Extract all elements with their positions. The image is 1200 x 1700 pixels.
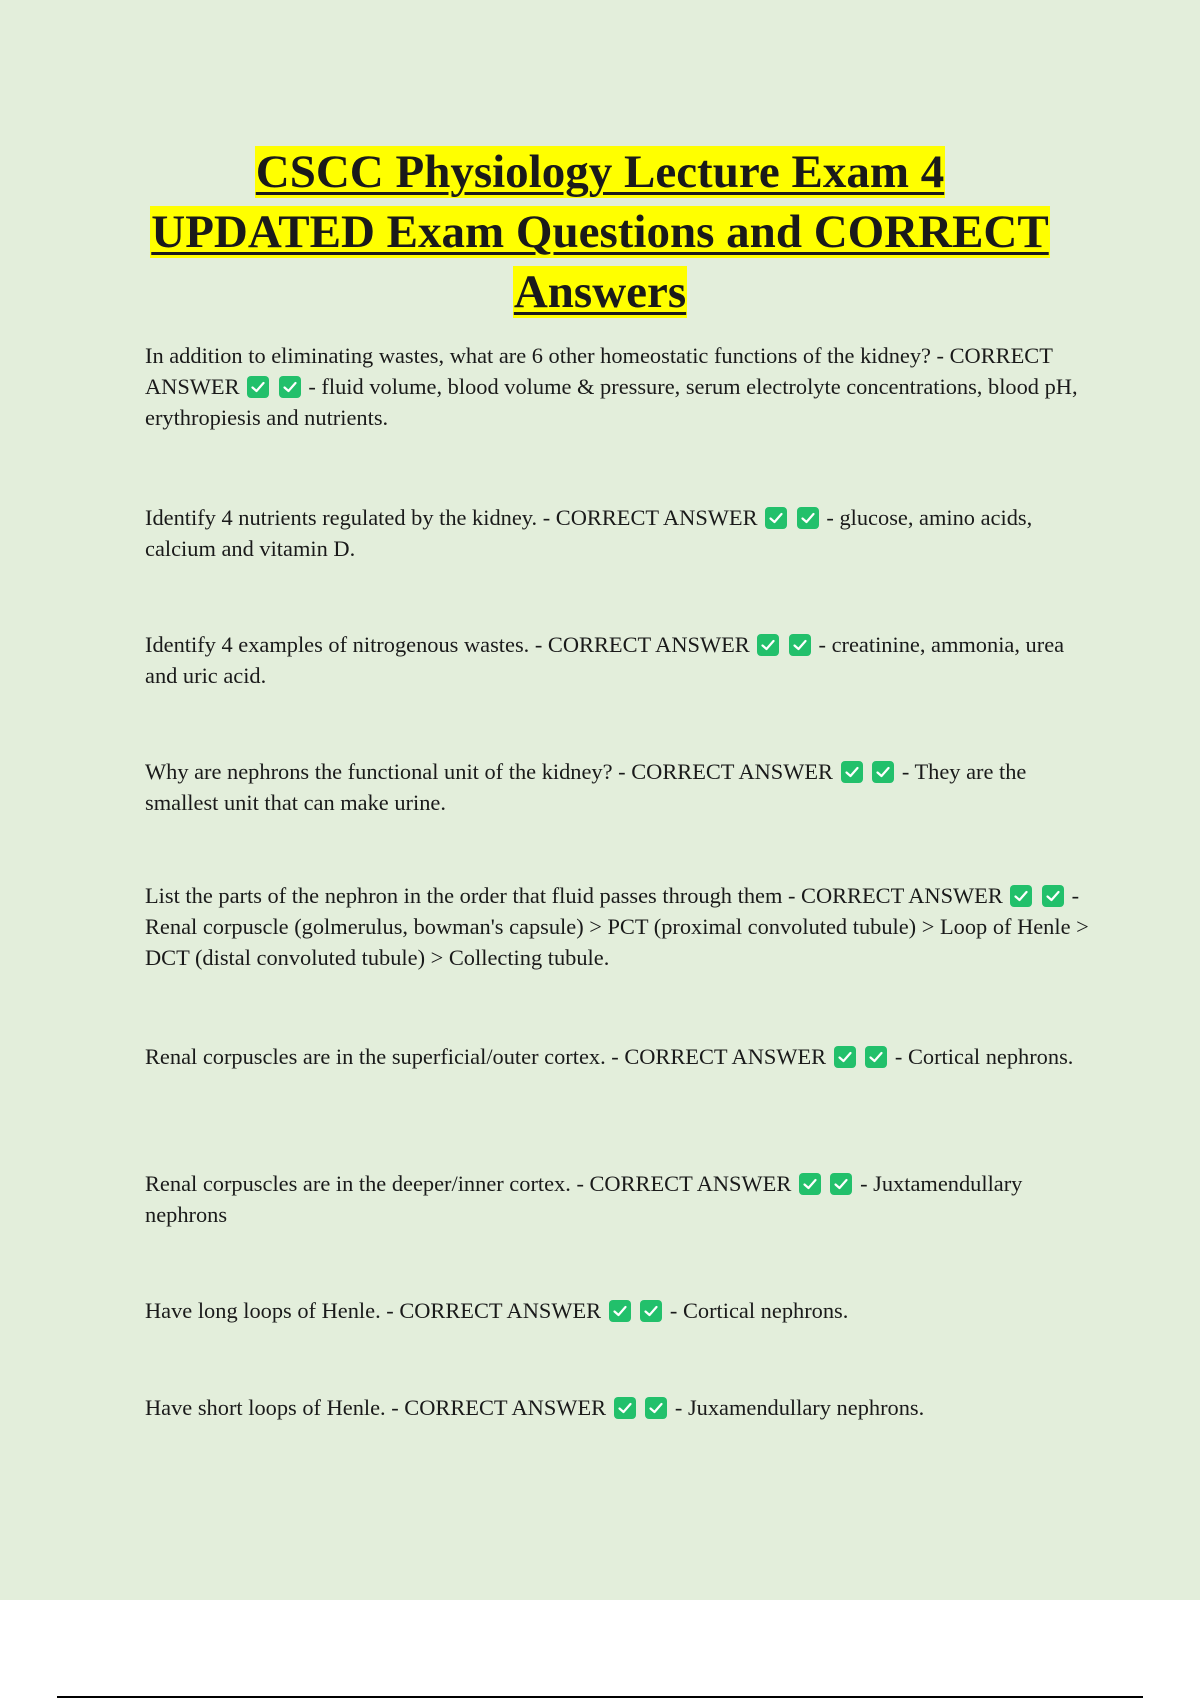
check-box-icon — [841, 761, 863, 783]
check-box-icon — [1042, 885, 1064, 907]
qa-item — [145, 502, 1095, 564]
title-line: Answers — [513, 266, 687, 318]
question-text: Have long loops of Henle. - CORRECT ANSWER — [145, 1298, 602, 1323]
title-line: UPDATED Exam Questions and CORRECT — [151, 206, 1049, 258]
answer-text: - fluid volume, blood volume & pressure, serum electrolyte concentrations, blood pH, erythropiesis and nutrients. — [145, 374, 1078, 430]
question-text: Renal corpuscles are in the superficial/outer cortex. - CORRECT ANSWER — [145, 1044, 827, 1069]
question-text: Why are nephrons the functional unit of the kidney? - CORRECT ANSWER — [145, 759, 833, 784]
qa-item — [145, 756, 1095, 818]
question-text: Identify 4 nutrients regulated by the kidney. - CORRECT ANSWER — [145, 505, 758, 530]
check-box-icon — [247, 376, 269, 398]
qa-item — [145, 629, 1095, 691]
check-box-icon — [797, 507, 819, 529]
answer-text: - Cortical nephrons. — [894, 1044, 1074, 1069]
answer-text: - glucose, amino acids, calcium and vitamin D. — [145, 505, 1033, 561]
answer-text: - Cortical nephrons. — [669, 1298, 849, 1323]
qa-item — [145, 880, 1095, 973]
qa-item — [145, 1168, 1095, 1230]
qa-item — [145, 340, 1095, 433]
answer-text: - Juxamendullary nephrons. — [674, 1395, 925, 1420]
check-box-icon — [865, 1046, 887, 1068]
document-title — [120, 142, 1080, 322]
question-text: Identify 4 examples of nitrogenous wastes. - CORRECT ANSWER — [145, 632, 750, 657]
check-box-icon — [830, 1173, 852, 1195]
question-text: In addition to eliminating wastes, what are 6 other homeostatic functions of the kidney? - CORRECT ANSWER — [145, 343, 1053, 399]
answer-text: - Renal corpuscle (golmerulus, bowman's capsule) > PCT (proximal convoluted tubule) > Loop of Henle > DCT (distal convoluted tubule) > Collecting tubule. — [145, 883, 1089, 970]
check-box-icon — [1010, 885, 1032, 907]
check-box-icon — [645, 1397, 667, 1419]
check-box-icon — [640, 1300, 662, 1322]
check-box-icon — [609, 1300, 631, 1322]
title-line: CSCC Physiology Lecture Exam 4 — [255, 146, 945, 198]
question-text: List the parts of the nephron in the order that fluid passes through them - CORRECT ANSWER — [145, 883, 1003, 908]
check-box-icon — [789, 634, 811, 656]
check-box-icon — [799, 1173, 821, 1195]
question-text: Have short loops of Henle. - CORRECT ANSWER — [145, 1395, 607, 1420]
footer-rule — [57, 1696, 1143, 1698]
check-box-icon — [614, 1397, 636, 1419]
answer-text: - Juxtamendullary nephrons — [145, 1171, 1023, 1227]
answer-text: - They are the smallest unit that can make urine. — [145, 759, 1027, 815]
answer-text: - creatinine, ammonia, urea and uric acid. — [145, 632, 1065, 688]
check-box-icon — [834, 1046, 856, 1068]
qa-item — [145, 1392, 1095, 1423]
qa-item — [145, 1041, 1095, 1072]
check-box-icon — [757, 634, 779, 656]
check-box-icon — [872, 761, 894, 783]
check-box-icon — [279, 376, 301, 398]
qa-item — [145, 1295, 1095, 1326]
question-text: Renal corpuscles are in the deeper/inner cortex. - CORRECT ANSWER — [145, 1171, 792, 1196]
check-box-icon — [765, 507, 787, 529]
